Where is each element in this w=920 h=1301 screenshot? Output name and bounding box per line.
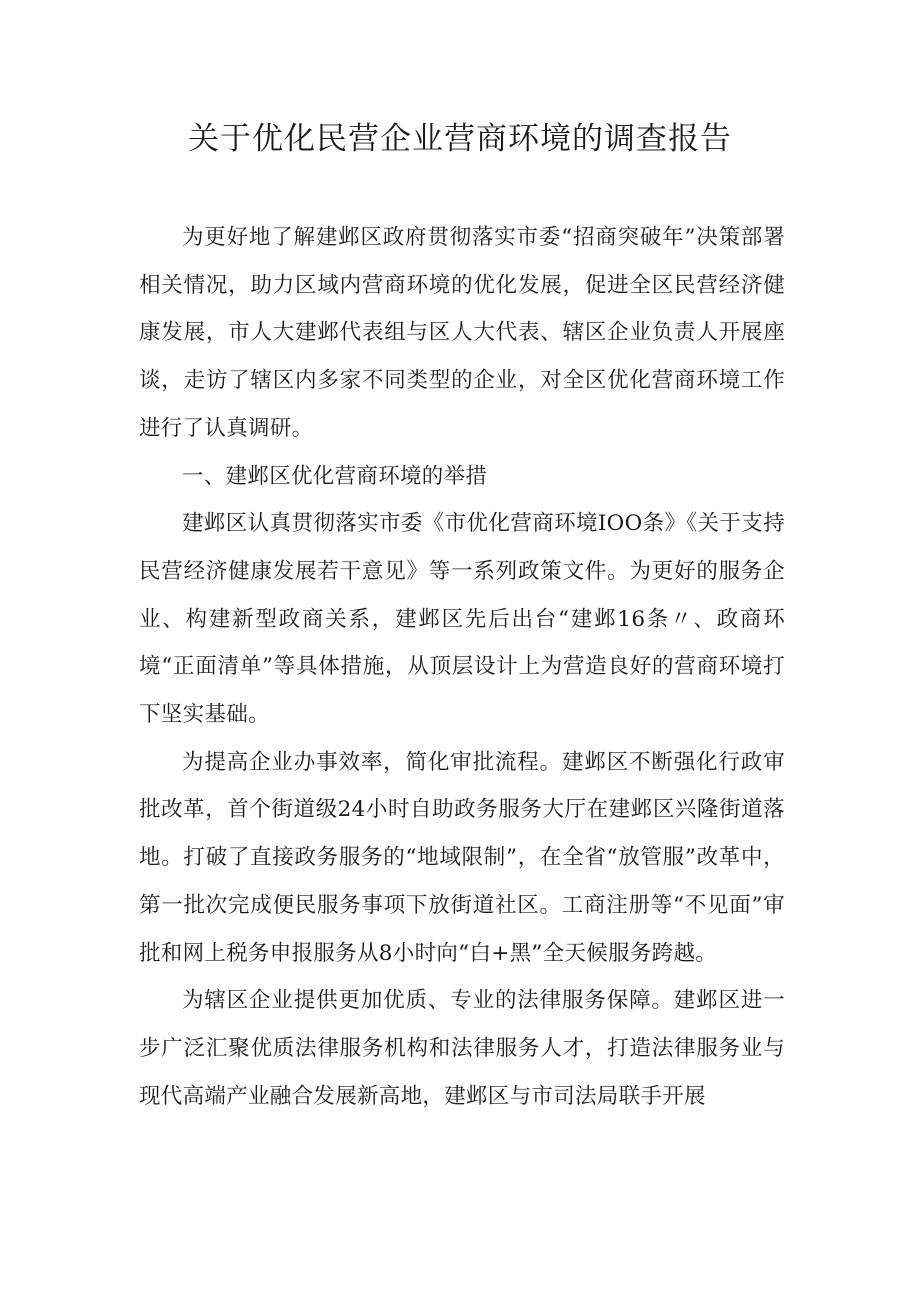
document-title: 关于优化民营企业营商环境的调查报告 xyxy=(188,121,732,157)
paragraph-intro: 为更好地了解建邺区政府贯彻落实市委“招商突破年”决策部署相关情况，助力区域内营商环境的优化发展，促进全区民营经济健康发展，市人大建邺代表组与区人大代表、辖区企业负责人开展座谈，走访了辖区内多家不同类型的企业，对全区优化营商环境工作进行了认真调研。 xyxy=(139,225,785,441)
paragraph-policy: 建邺区认真贯彻落实市委《市优化营商环境IOO条》《关于支持民营经济健康发展若干意见》等一系列政策文件。为更好的服务企业、构建新型政商关系，建邺区先后出台“建邺16条〃、政商环境“正面清单”等具体措施，从顶层设计上为营造良好的营商环境打下坚实基础。 xyxy=(139,511,785,728)
paragraph-approval-reform: 为提高企业办事效率，简化审批流程。建邺区不断强化行政审批改革，首个街道级24小时自助政务服务大厅在建邺区兴隆街道落地。打破了直接政务服务的“地域限制”，在全省“放管服”改革中，第一批次完成便民服务事项下放街道社区。工商注册等“不见面”审批和网上税务申报服务从8小时向“白+黑”全天候服务跨越。 xyxy=(139,749,785,966)
section-heading-1: 一、建邺区优化营商环境的举措 xyxy=(182,463,488,489)
document-body xyxy=(139,214,785,1120)
paragraph-legal-services: 为辖区企业提供更加优质、专业的法律服务保障。建邺区进一步广泛汇聚优质法律服务机构和法律服务人才，打造法律服务业与现代高端产业融合发展新高地，建邺区与市司法局联手开展 xyxy=(139,988,785,1109)
